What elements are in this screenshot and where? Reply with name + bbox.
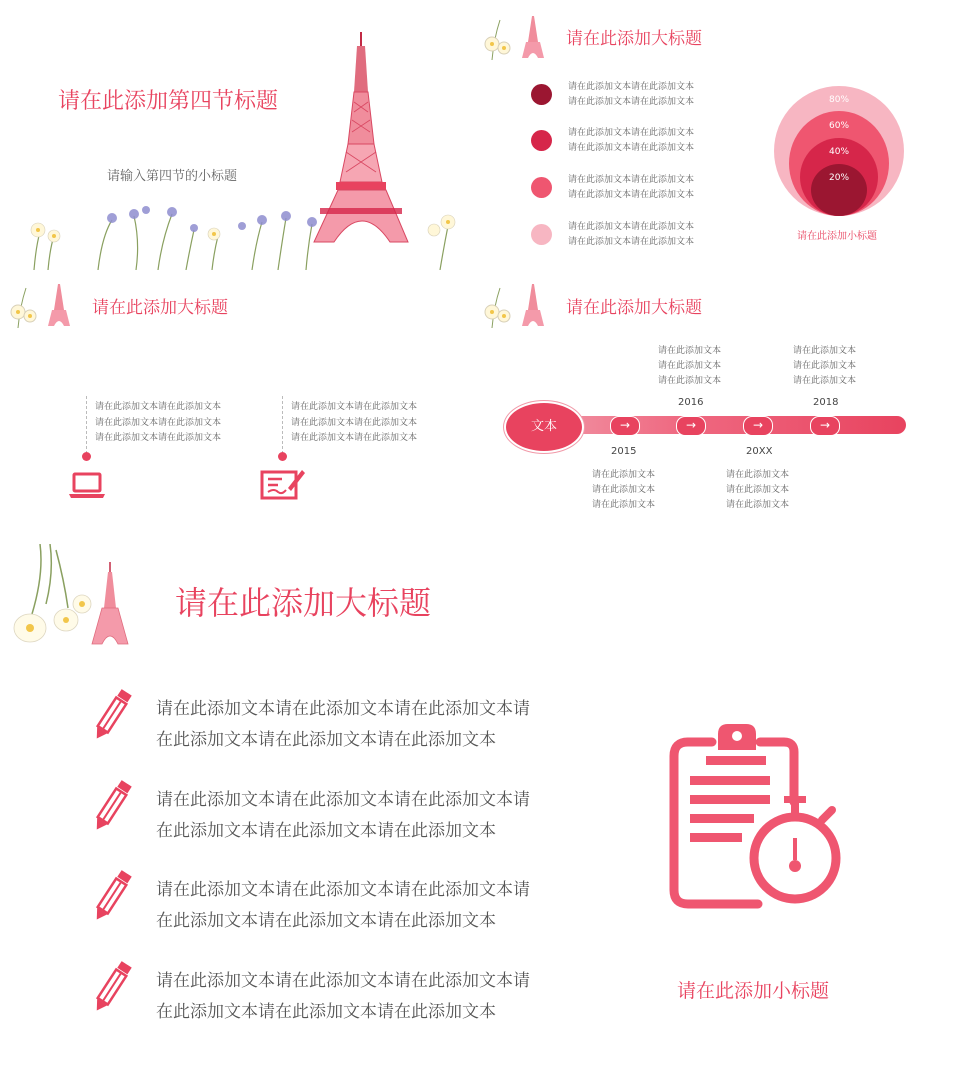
legend-dot-3 xyxy=(531,177,552,198)
item-text-1 xyxy=(95,400,221,447)
label-20: 20% xyxy=(829,173,850,183)
legend-text-line: 请在此添加文本请在此添加文本 xyxy=(568,237,695,247)
pencil-icon xyxy=(92,958,132,1016)
flower-tower-decoration xyxy=(10,544,134,648)
flower-tower-corner-decoration xyxy=(10,276,72,328)
legend-text-line: 请在此添加文本请在此添加文本 xyxy=(568,128,695,138)
milestone-year-2015: 2015 xyxy=(611,446,637,457)
list-item-line: 在此添加文本请在此添加文本请在此添加文本 xyxy=(156,1002,496,1022)
legend-dot-2 xyxy=(531,130,552,151)
milestone-text-line: 请在此添加文本 xyxy=(726,485,790,495)
item-text-2 xyxy=(291,400,417,447)
connector-dot xyxy=(278,452,287,461)
milestone-text-line: 请在此添加文本 xyxy=(658,376,722,386)
milestone-year-2018: 2018 xyxy=(813,397,839,408)
connector-line xyxy=(282,396,284,454)
list-item-2 xyxy=(156,785,556,847)
slide2-title: 请在此添加大标题 xyxy=(566,29,702,49)
slide3-title: 请在此添加大标题 xyxy=(92,298,228,318)
milestone-text-line: 请在此添加文本 xyxy=(793,346,857,356)
milestone-text-2018 xyxy=(793,344,856,389)
pencil-icon xyxy=(92,777,132,835)
milestone-text-line: 请在此添加文本 xyxy=(658,361,722,371)
section-subtitle: 请输入第四节的小标题 xyxy=(107,169,238,184)
milestone-text-line: 请在此添加文本 xyxy=(592,485,656,495)
milestone-text-line: 请在此添加文本 xyxy=(726,470,790,480)
milestone-text-line: 请在此添加文本 xyxy=(592,470,656,480)
legend-text-line: 请在此添加文本请在此添加文本 xyxy=(568,97,695,107)
laptop-icon xyxy=(68,472,106,500)
pencil-icon xyxy=(92,867,132,925)
item-text-line: 请在此添加文本请在此添加文本 xyxy=(95,417,222,428)
milestone-year-20xx: 20XX xyxy=(746,446,773,457)
list-item-3 xyxy=(156,875,556,937)
list-item-line: 请在此添加文本请在此添加文本请在此添加文本请 xyxy=(156,971,530,991)
main-title: 请在此添加大标题 xyxy=(175,584,432,622)
milestone-text-line: 请在此添加文本 xyxy=(793,361,857,371)
item-text-line: 请在此添加文本请在此添加文本 xyxy=(291,433,418,443)
legend-text-line: 请在此添加文本请在此添加文本 xyxy=(568,190,695,200)
clipboard-stopwatch-icon xyxy=(662,720,846,910)
circle-20 xyxy=(811,164,867,216)
milestone-text-line: 请在此添加文本 xyxy=(658,346,722,356)
milestone-text-2015 xyxy=(592,468,655,513)
legend-text-line: 请在此添加文本请在此添加文本 xyxy=(568,143,695,153)
list-item-line: 在此添加文本请在此添加文本请在此添加文本 xyxy=(156,911,496,931)
flower-tower-corner-decoration xyxy=(484,8,546,60)
list-item-4 xyxy=(156,966,556,1028)
legend-dot-4 xyxy=(531,224,552,245)
label-60: 60% xyxy=(829,121,850,131)
slide-percent-chart xyxy=(484,8,946,270)
timeline-arrow-3: → xyxy=(743,416,773,436)
label-80: 80% xyxy=(829,95,850,105)
connector-line xyxy=(86,396,88,454)
item-text-line: 请在此添加文本请在此添加文本 xyxy=(95,433,222,443)
list-item-line: 请在此添加文本请在此添加文本请在此添加文本请 xyxy=(156,880,530,900)
flower-tower-corner-decoration xyxy=(484,276,546,328)
item-text-line: 请在此添加文本请在此添加文本 xyxy=(291,402,418,412)
icon-caption: 请在此添加小标题 xyxy=(677,980,830,1002)
slide-timeline xyxy=(484,276,946,528)
legend-text-line: 请在此添加文本请在此添加文本 xyxy=(568,222,695,232)
list-item-line: 请在此添加文本请在此添加文本请在此添加文本请 xyxy=(156,790,530,810)
list-item-line: 在此添加文本请在此添加文本请在此添加文本 xyxy=(156,821,496,841)
item-text-line: 请在此添加文本请在此添加文本 xyxy=(95,402,222,412)
timeline-arrow-2: → xyxy=(676,416,706,436)
label-40: 40% xyxy=(829,147,850,157)
item-text-line: 请在此添加文本请在此添加文本 xyxy=(291,417,418,428)
list-item-line: 在此添加文本请在此添加文本请在此添加文本 xyxy=(156,730,496,750)
milestone-text-2016 xyxy=(658,344,721,389)
timeline-arrow-1: → xyxy=(610,416,640,436)
legend-text-4 xyxy=(568,220,694,250)
legend-text-line: 请在此添加文本请在此添加文本 xyxy=(568,82,695,92)
slide-main-list xyxy=(10,540,946,1074)
connector-dot xyxy=(82,452,91,461)
list-item-1 xyxy=(156,694,556,756)
list-item-line: 请在此添加文本请在此添加文本请在此添加文本请 xyxy=(156,699,530,719)
legend-text-1 xyxy=(568,80,694,110)
chart-caption: 请在此添加小标题 xyxy=(797,231,877,242)
section-title: 请在此添加第四节标题 xyxy=(58,89,279,114)
timeline-start-label: 文本 xyxy=(530,419,557,434)
slide4-title: 请在此添加大标题 xyxy=(566,298,702,318)
pencil-icon xyxy=(92,686,132,744)
slide-icon-items xyxy=(10,276,472,528)
legend-text-3 xyxy=(568,173,694,203)
legend-dot-1 xyxy=(531,84,552,105)
milestone-text-line: 请在此添加文本 xyxy=(726,500,790,510)
timeline-start-node xyxy=(504,401,584,453)
timeline-arrow-4: → xyxy=(810,416,840,436)
legend-text-line: 请在此添加文本请在此添加文本 xyxy=(568,175,695,185)
flower-decoration xyxy=(16,196,466,270)
sign-document-icon xyxy=(260,466,306,500)
milestone-text-line: 请在此添加文本 xyxy=(793,376,857,386)
milestone-text-line: 请在此添加文本 xyxy=(592,500,656,510)
slide-section-cover xyxy=(10,8,472,270)
milestone-text-20xx xyxy=(726,468,789,513)
legend-text-2 xyxy=(568,126,694,156)
milestone-year-2016: 2016 xyxy=(678,397,704,408)
